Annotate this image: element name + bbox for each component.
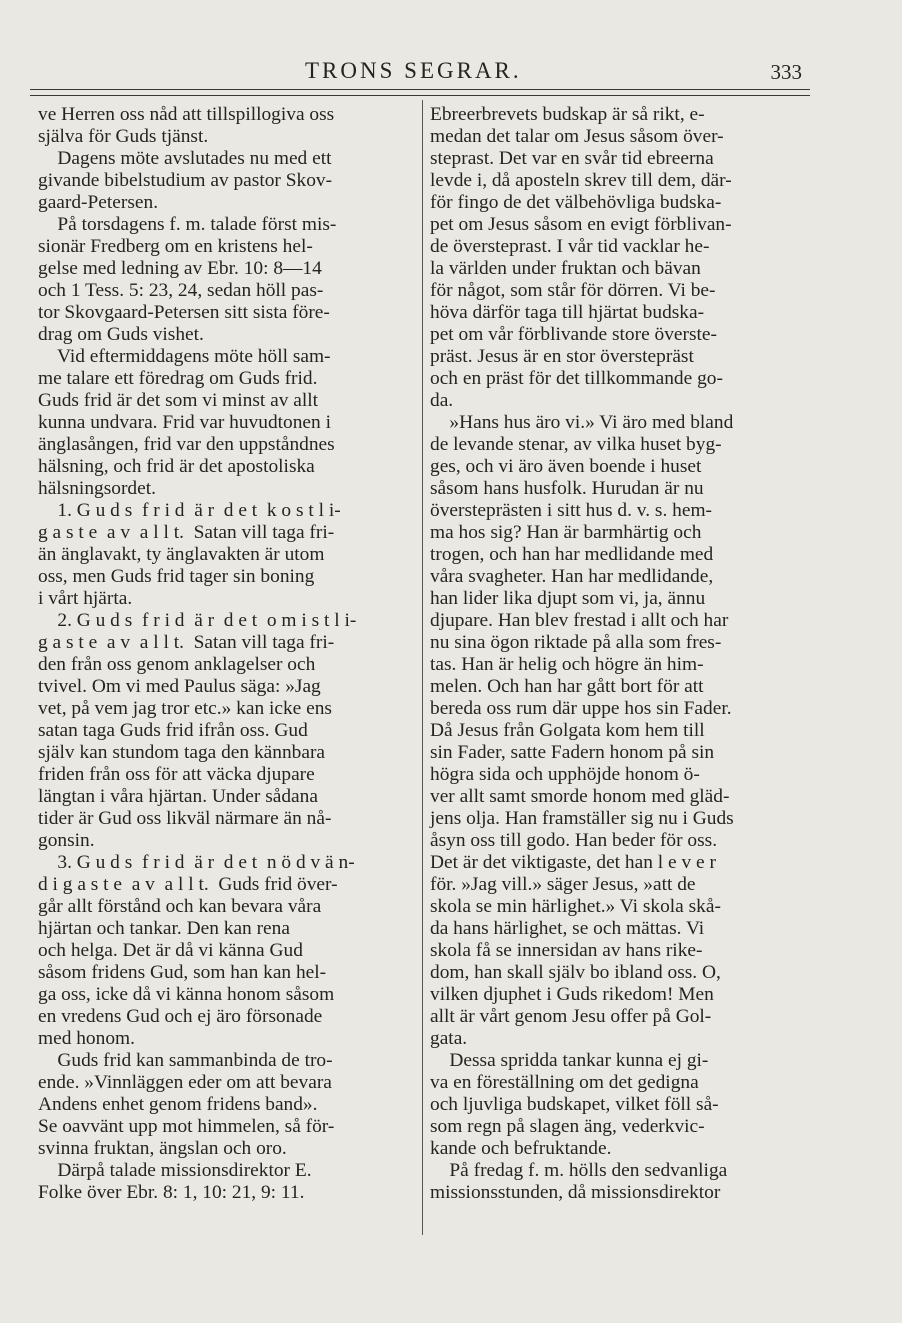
text-line: höva därför taga till hjärtat budska- [430,302,705,323]
text-line: pet om vår förblivande store överste- [430,324,717,345]
text-line: Dessa spridda tankar kunna ej gi- [430,1050,709,1071]
text-line: »Hans hus äro vi.» Vi äro med bland [430,412,734,433]
running-title: TRONS SEGRAR. [305,58,522,83]
text-line: han lider lika djupt som vi, ja, ännu [430,588,706,609]
text-line: präst. Jesus är en stor överstepräst [430,346,694,367]
text-line: medan det talar om Jesus såsom över- [430,126,724,147]
text-line: la världen under fruktan och bävan [430,258,701,279]
text-line: pet om Jesus såsom en evigt förblivan- [430,214,732,235]
text-line: bereda oss rum där uppe hos sin Fader. [430,698,732,719]
page-header [0,58,902,88]
text-line: friden från oss för att väcka djupare [38,764,315,785]
text-line: Guds frid är det som vi minst av allt [38,390,319,411]
text-line: me talare ett föredrag om Guds frid. [38,368,318,389]
text-line: givande bibelstudium av pastor Skov- [38,170,333,191]
text-line: längtan i våra hjärtan. Under sådana [38,786,318,807]
text-line: va en föreställning om det gedigna [430,1072,699,1093]
text-line: vilken djuphet i Guds rikedom! Men [430,984,714,1005]
text-line: hälsningsordet. [38,478,156,499]
text-line: för fingo de det välbehövliga budska- [430,192,722,213]
text-line: ges, och vi äro även boende i huset [430,456,702,477]
text-line: som regn på slagen äng, vederkvic- [430,1116,705,1137]
header-rule-bottom [30,95,810,96]
text-line: sionär Fredberg om en kristens hel- [38,236,313,257]
text-line: missionsstunden, då missionsdirektor [430,1182,721,1203]
text-line: nu sina ögon riktade på alla som fres- [430,632,722,653]
text-line: och en präst för det tillkommande go- [430,368,723,389]
text-line: högra sida och upphöjde honom ö- [430,764,700,785]
text-line: skola få se innersidan av hans rike- [430,940,703,961]
text-line: Andens enhet genom fridens band». [38,1094,318,1115]
text-line: svinna fruktan, ängslan och oro. [38,1138,287,1159]
text-line: översteprästen i sitt hus d. v. s. hem- [430,500,713,521]
text-line: hälsning, och frid är det apostoliska [38,456,315,477]
text-line: djupare. Han blev frestad i allt och har [430,610,729,631]
text-line: och ljuvliga budskapet, vilket föll så- [430,1094,719,1115]
text-line: ma hos sig? Han är barmhärtig och [430,522,702,543]
text-line: sin Fader, satte Fadern honom på sin [430,742,715,763]
text-line: gata. [430,1028,468,1049]
text-line: 2. G u d s f r i d ä r d e t o m i s t l i- [38,610,357,631]
text-line: för. »Jag vill.» säger Jesus, »att de [430,874,696,895]
text-line: Dagens möte avslutades nu med ett [38,148,332,169]
text-line: skola se min härlighet.» Vi skola skå- [430,896,721,917]
text-line: Det är det viktigaste, det han l e v e r [430,852,716,873]
text-line: da hans härlighet, se och mättas. Vi [430,918,705,939]
text-line: Guds frid kan sammanbinda de tro- [38,1050,333,1071]
text-line: tider är Gud oss likväl närmare än nå- [38,808,332,829]
column-divider [422,100,423,1235]
text-line: änglasången, frid var den uppståndnes [38,434,335,455]
text-line: g a s t e a v a l l t. Satan vill taga fri- [38,522,335,543]
text-line: en vredens Gud och ej äro försonade [38,1006,323,1027]
text-line: med honom. [38,1028,135,1049]
text-line: de översteprast. I vår tid vacklar he- [430,236,710,257]
text-line: ga oss, icke då vi känna honom såsom [38,984,335,1005]
text-line: våra svagheter. Han har medlidande, [430,566,714,587]
text-line: Då Jesus från Golgata kom hem till [430,720,705,741]
text-line: såsom fridens Gud, som han kan hel- [38,962,327,983]
text-line: trogen, och han har medlidande med [430,544,714,565]
page-number: 333 [770,60,802,84]
text-line: kande och befruktande. [430,1138,612,1159]
text-line: vet, på vem jag tror etc.» kan icke ens [38,698,332,719]
text-line: och 1 Tess. 5: 23, 24, sedan höll pas- [38,280,324,301]
text-line: åsyn oss till godo. Han beder för oss. [430,830,718,851]
text-line: den från oss genom anklagelser och [38,654,316,675]
text-line: själva för Guds tjänst. [38,126,209,147]
text-line: gonsin. [38,830,95,851]
text-line: går allt förstånd och kan bevara våra [38,896,322,917]
text-line: Folke över Ebr. 8: 1, 10: 21, 9: 11. [38,1182,305,1203]
text-line: tvivel. Om vi med Paulus säga: »Jag [38,676,321,697]
text-line: da. [430,390,454,411]
text-line: satan taga Guds frid ifrån oss. Gud [38,720,308,741]
text-line: d i g a s t e a v a l l t. Guds frid över- [38,874,338,895]
text-line: 3. G u d s f r i d ä r d e t n ö d v ä n- [38,852,355,873]
text-line: och helga. Det är då vi känna Gud [38,940,303,961]
text-line: På torsdagens f. m. talade först mis- [38,214,337,235]
text-line: gelse med ledning av Ebr. 10: 8—14 [38,258,322,279]
text-line: ende. »Vinnläggen eder om att bevara [38,1072,332,1093]
text-line: Se oavvänt upp mot himmelen, så för- [38,1116,335,1137]
text-line: tor Skovgaard-Petersen sitt sista före- [38,302,330,323]
right-column [430,104,802,1204]
text-line: levde i, då aposteln skrev till dem, där- [430,170,732,191]
text-line: steprast. Det var en svår tid ebreerna [430,148,714,169]
text-line: ve Herren oss nåd att tillspillogiva oss [38,104,335,125]
text-line: tas. Han är helig och högre än him- [430,654,704,675]
text-line: i vårt hjärta. [38,588,133,609]
text-line: ver allt samt smorde honom med gläd- [430,786,730,807]
text-line: allt är vårt genom Jesu offer på Gol- [430,1006,712,1027]
text-line: gaard-Petersen. [38,192,159,213]
left-column [38,104,410,1204]
text-line: kunna undvara. Frid var huvudtonen i [38,412,331,433]
text-line: drag om Guds vishet. [38,324,204,345]
text-line: hjärtan och tankar. Den kan rena [38,918,290,939]
text-line: g a s t e a v a l l t. Satan vill taga fri- [38,632,335,653]
text-line: 1. G u d s f r i d ä r d e t k o s t l i- [38,500,341,521]
text-line: Ebreerbrevets budskap är så rikt, e- [430,104,705,125]
header-rule-top [30,89,810,90]
text-line: dom, han skall själv bo ibland oss. O, [430,962,721,983]
text-line: de levande stenar, av vilka huset byg- [430,434,722,455]
text-line: Därpå talade missionsdirektor E. [38,1160,312,1181]
text-line: Vid eftermiddagens möte höll sam- [38,346,331,367]
text-line: för något, som står för dörren. Vi be- [430,280,716,301]
text-line: såsom hans husfolk. Hurudan är nu [430,478,704,499]
text-line: än änglavakt, ty änglavakten är utom [38,544,325,565]
text-line: oss, men Guds frid tager sin boning [38,566,315,587]
text-line: På fredag f. m. hölls den sedvanliga [430,1160,728,1181]
text-line: melen. Och han har gått bort för att [430,676,704,697]
text-line: själv kan stundom taga den kännbara [38,742,326,763]
text-line: jens olja. Han framställer sig nu i Guds [430,808,734,829]
